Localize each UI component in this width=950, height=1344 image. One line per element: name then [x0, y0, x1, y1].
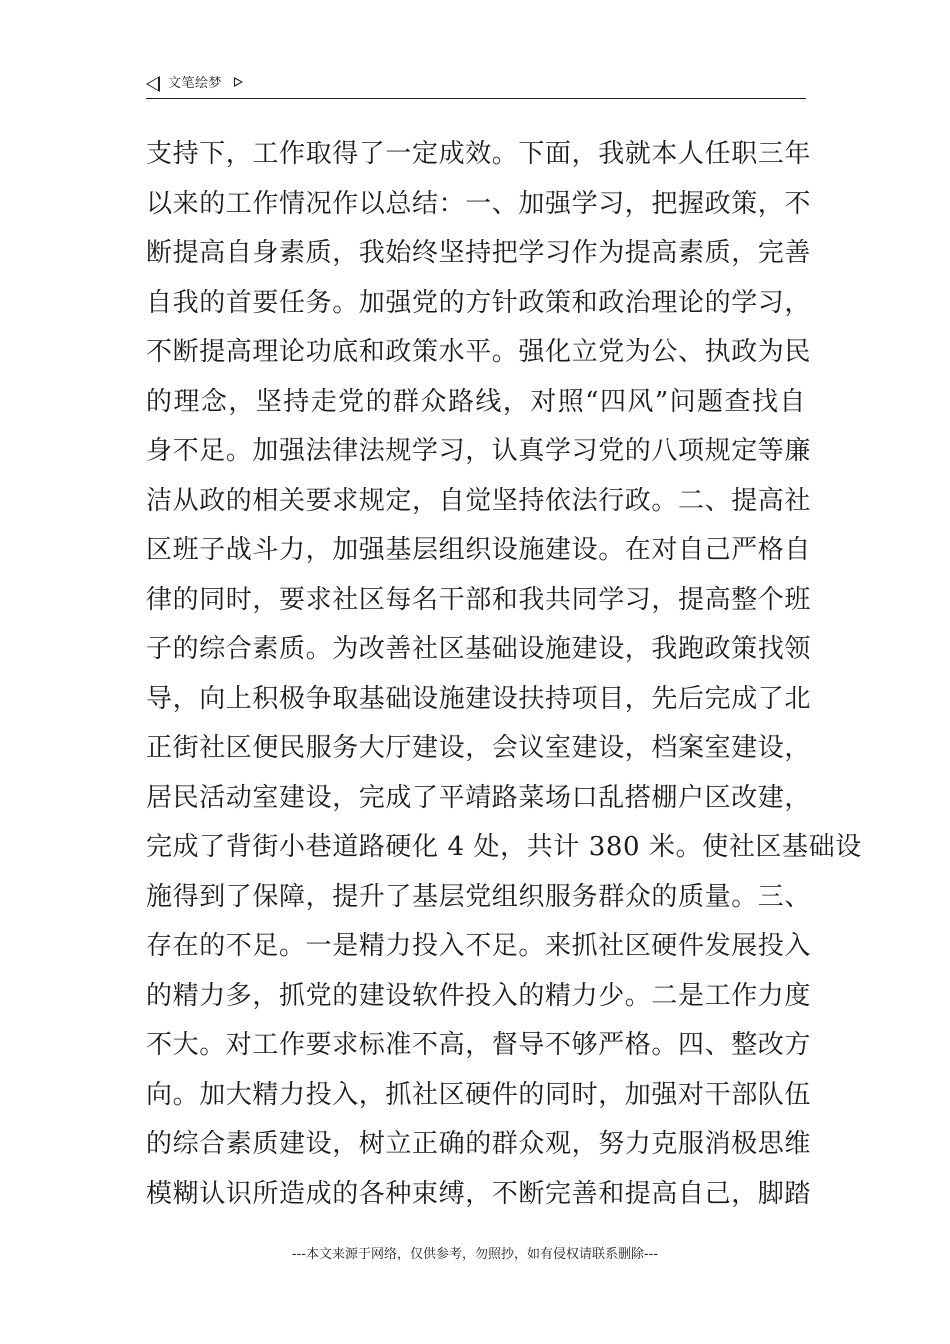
body-line: 正街社区便民服务大厅建设，会议室建设，档案室建设， [146, 733, 812, 763]
body-line: 居民活动室建设，完成了平靖路菜场口乱搭棚户区改建， [146, 782, 812, 813]
header-title: 文笔绘梦 [168, 76, 223, 91]
page-footer: ---本文来源于网络，仅供参考，勿照抄，如有侵权请联系删除--- [291, 1247, 659, 1262]
body-line: 的精力多，抓党的建设软件投入的精力少。二是工作力度 [146, 980, 812, 1011]
body-line: 导，向上积极争取基础设施建设扶持项目，先后完成了北 [146, 683, 812, 714]
body-line: 律的同时，要求社区每名干部和我共同学习，提高整个班 [146, 584, 812, 615]
triangle-right-icon [234, 77, 243, 87]
body-line: 存在的不足。一是精力投入不足。来抓社区硬件发展投入 [146, 931, 812, 961]
body-line: 自我的首要任务。加强党的方针政策和政治理论的学习， [146, 287, 812, 318]
document-body [146, 130, 862, 1219]
triangle-left-icon [146, 76, 160, 92]
body-line: 断提高自身素质，我始终坚持把学习作为提高素质，完善 [146, 238, 812, 268]
body-line: 的综合素质建设，树立正确的群众观，努力克服消极思维 [146, 1129, 812, 1159]
body-line: 不大。对工作要求标准不高，督导不够严格。四、整改方 [146, 1030, 812, 1060]
body-line: 洁从政的相关要求规定，自觉坚持依法行政。二、提高社 [146, 485, 812, 516]
body-line: 子的综合素质。为改善社区基础设施建设，我跑政策找领 [146, 634, 812, 664]
page-header [146, 70, 806, 99]
body-line: 完成了背街小巷道路硬化 4 处，共计 380 米。使社区基础设 [146, 832, 862, 862]
body-line: 模糊认识所造成的各种束缚，不断完善和提高自己，脚踏 [146, 1178, 812, 1209]
body-line: 的理念，坚持走党的群众路线，对照“四风”问题查找自 [146, 386, 806, 417]
body-line: 向。加大精力投入，抓社区硬件的同时，加强对干部队伍 [146, 1079, 812, 1110]
body-line: 区班子战斗力，加强基层组织设施建设。在对自己严格自 [146, 535, 812, 565]
body-line: 支持下，工作取得了一定成效。下面，我就本人任职三年 [146, 139, 812, 169]
body-line: 施得到了保障，提升了基层党组织服务群众的质量。三、 [146, 881, 812, 912]
body-line: 以来的工作情况作以总结：一、加强学习，把握政策，不 [146, 188, 812, 219]
body-line: 身不足。加强法律法规学习，认真学习党的八项规定等廉 [146, 436, 812, 466]
body-line: 不断提高理论功底和政策水平。强化立党为公、执政为民 [146, 337, 812, 367]
